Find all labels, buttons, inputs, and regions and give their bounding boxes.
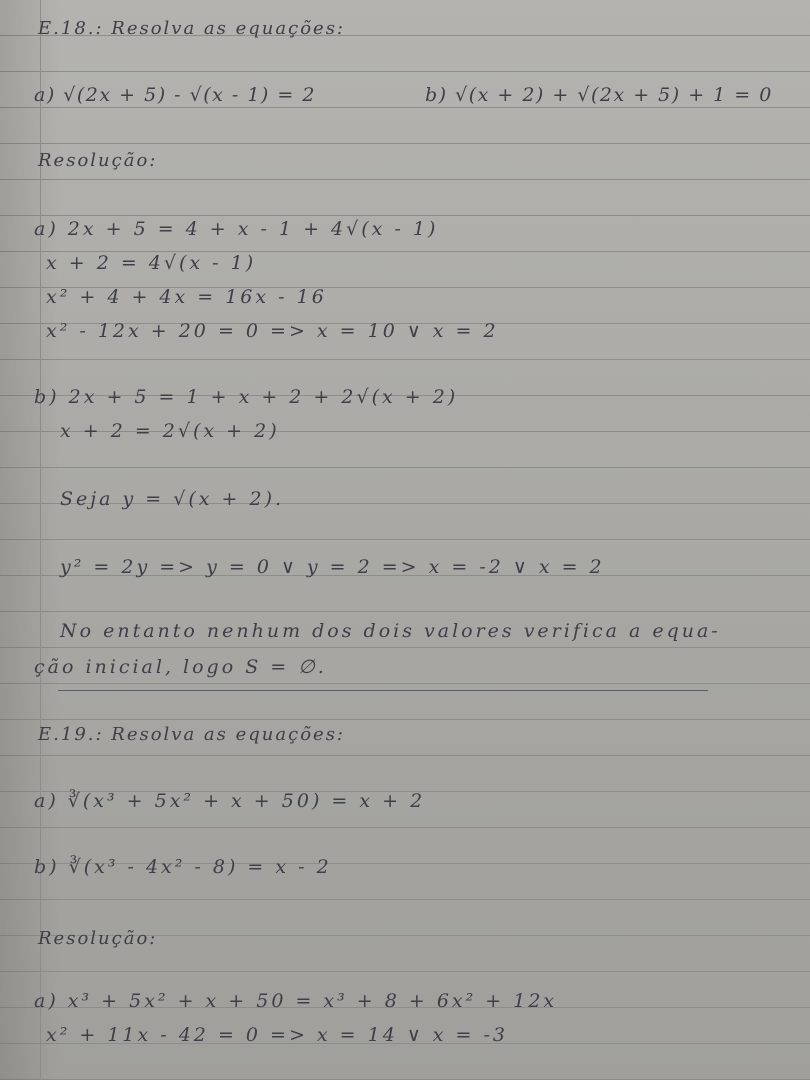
ex18-a-line-2: x + 2 = 4√(x - 1) xyxy=(46,252,257,274)
exercise-separator xyxy=(58,690,708,691)
ex19-a-line-1: a) x³ + 5x² + x + 50 = x³ + 8 + 6x² + 12x xyxy=(34,990,558,1012)
ex19-a-line-2: x² + 11x - 42 = 0 => x = 14 ∨ x = -3 xyxy=(46,1024,509,1046)
exercise-19-equation-b: b) ∛(x³ - 4x² - 8) = x - 2 xyxy=(34,856,332,878)
ex18-a-line-1: a) 2x + 5 = 4 + x - 1 + 4√(x - 1) xyxy=(34,218,439,240)
ex18-b-line-2: x + 2 = 2√(x + 2) xyxy=(60,420,280,442)
exercise-18-title: E.18.: Resolva as equações: xyxy=(38,18,345,39)
ex18-a-line-3: x² + 4 + 4x = 16x - 16 xyxy=(46,286,327,308)
exercise-18-equation-b: b) √(x + 2) + √(2x + 5) + 1 = 0 xyxy=(425,84,773,106)
ex18-a-line-4: x² - 12x + 20 = 0 => x = 10 ∨ x = 2 xyxy=(46,320,499,342)
exercise-19-equation-a: a) ∛(x³ + 5x² + x + 50) = x + 2 xyxy=(34,790,426,812)
ex18-b-line-1: b) 2x + 5 = 1 + x + 2 + 2√(x + 2) xyxy=(34,386,459,408)
exercise-18-resolution-label: Resolução: xyxy=(38,150,158,171)
exercise-19-resolution-label: Resolução: xyxy=(38,928,158,949)
ex18-b-line-4: y² = 2y => y = 0 ∨ y = 2 => x = -2 ∨ x = 2 xyxy=(60,556,605,578)
exercise-18-equation-a: a) √(2x + 5) - √(x - 1) = 2 xyxy=(34,84,316,106)
ex18-b-line-3: Seja y = √(x + 2). xyxy=(60,488,285,510)
exercise-19-title: E.19.: Resolva as equações: xyxy=(38,724,345,745)
ex18-b-line-5: No entanto nenhum dos dois valores verifica a equa- xyxy=(60,620,721,642)
ex18-b-line-6: ção inicial, logo S = ∅. xyxy=(34,656,327,678)
